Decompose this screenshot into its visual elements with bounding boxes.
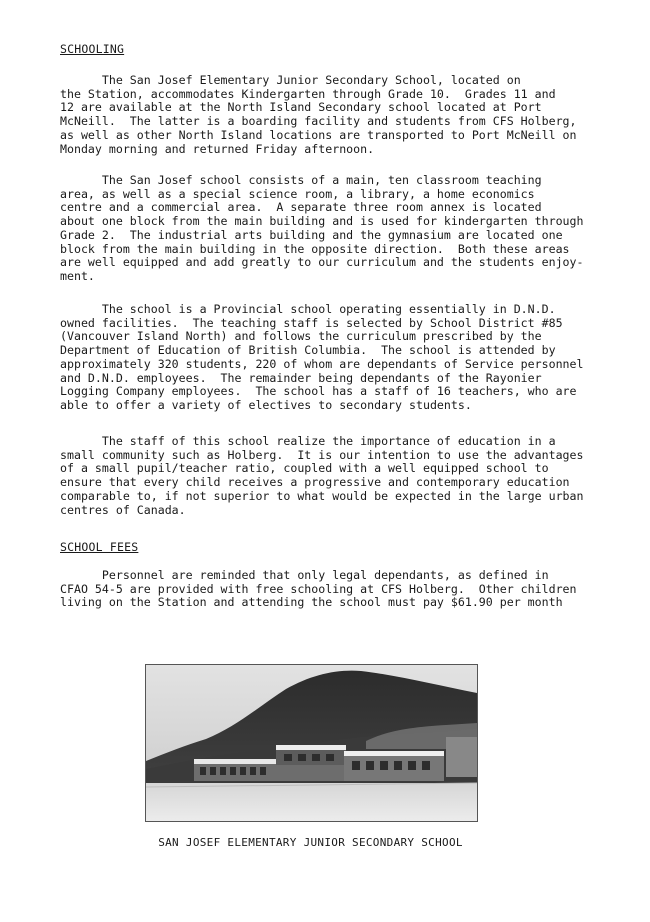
text-line: ensure that every child receives a progressive and contemporary education [60,476,570,490]
text-line: Personnel are reminded that only legal dependants, as defined in [60,569,549,582]
text-line: living on the Station and attending the school must pay $61.90 per month [60,596,563,610]
section-heading-school-fees: SCHOOL FEES [60,540,139,554]
text-line: Grade 2. The industrial arts building and the gymnasium are located one [60,228,563,242]
text-line: The San Josef Elementary Junior Secondary School, located on [60,74,521,87]
text-line: as well as other North Island locations are transported to Port McNeill on [60,128,577,142]
section-heading-schooling: SCHOOLING [60,42,125,56]
text-line: block from the main building in the opposite direction. Both these areas [60,242,570,256]
text-line: 12 are available at the North Island Secondary school located at Port [60,101,542,115]
text-line: Logging Company employees. The school has a staff of 16 teachers, who are [60,385,577,399]
text-line: area, as well as a special science room, a library, a home economics [60,187,535,201]
school-building-main [194,763,344,781]
text-line: Department of Education of British Columbia. The school is attended by [60,344,556,358]
gymnasium [446,737,477,777]
text-line: centre and a commercial area. A separate three room annex is located [60,201,542,215]
paragraph-school-facilities [60,174,608,284]
text-line: and D.N.D. employees. The remainder being dependants of the Rayonier [60,371,542,385]
text-line: Monday morning and returned Friday afternoon. [60,142,375,156]
text-line: The staff of this school realize the importance of education in a [60,435,556,448]
paragraph-school-fees [60,569,608,610]
text-line: small community such as Holberg. It is our intention to use the advantages [60,448,584,462]
text-line: The school is a Provincial school operating essentially in D.N.D. [60,303,556,316]
school-upper-roof [276,745,346,750]
paragraph-schooling-intro [60,74,608,156]
text-line: (Vancouver Island North) and follows the curriculum prescribed by the [60,330,542,344]
text-line: about one block from the main building and is used for kindergarten through [60,215,584,229]
text-line: able to offer a variety of electives to secondary students. [60,398,472,412]
text-line: centres of Canada. [60,503,186,517]
text-line: the Station, accommodates Kindergarten through Grade 10. Grades 11 and [60,87,556,101]
photo-caption: SAN JOSEF ELEMENTARY JUNIOR SECONDARY SCHOOL [158,836,463,849]
school-wing-roof [344,751,444,756]
paragraph-provincial-school [60,303,608,413]
text-line: ment. [60,269,95,283]
snow-field [146,783,477,821]
text-line: of a small pupil/teacher ratio, coupled with a well equipped school to [60,462,549,476]
text-line: approximately 320 students, 220 of whom are dependants of Service personnel [60,357,584,371]
text-line: McNeill. The latter is a boarding facility and students from CFS Holberg, [60,115,577,129]
text-line: owned facilities. The teaching staff is selected by School District #85 [60,316,563,330]
text-line: CFAO 54-5 are provided with free schooling at CFS Holberg. Other children [60,582,577,596]
text-line: The San Josef school consists of a main, ten classroom teaching [60,174,542,187]
school-photo [145,664,478,822]
paragraph-staff-intent [60,435,608,517]
school-photo-illustration [146,665,477,821]
text-line: are well equipped and add greatly to our curriculum and the students enjoy- [60,256,584,270]
text-line: comparable to, if not superior to what would be expected in the large urban [60,489,584,503]
